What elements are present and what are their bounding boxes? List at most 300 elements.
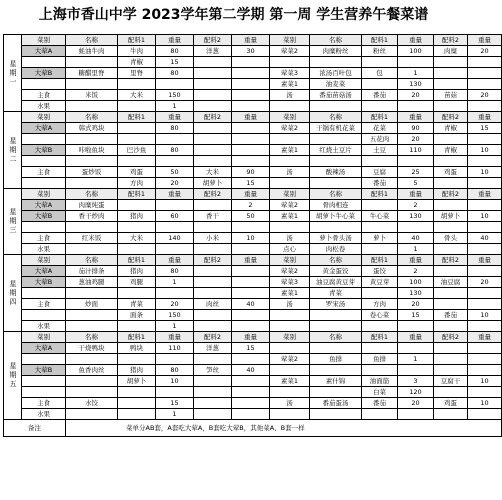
table-cell <box>232 145 270 156</box>
table-cell <box>66 310 118 321</box>
table-cell: 重量 <box>398 112 434 123</box>
table-cell <box>66 57 118 68</box>
table-cell <box>22 354 66 365</box>
table-cell: 10 <box>468 145 502 156</box>
table-cell <box>468 222 502 233</box>
table-cell: 重量 <box>232 255 270 266</box>
table-cell: 重量 <box>398 35 434 46</box>
table-cell <box>118 244 156 255</box>
table-cell: 20 <box>468 277 502 288</box>
table-cell <box>434 299 468 310</box>
table-cell: 茄汁排条 <box>66 266 118 277</box>
table-cell <box>156 156 194 167</box>
table-cell <box>434 200 468 211</box>
table-cell: 配料1 <box>118 332 156 343</box>
table-cell <box>270 343 310 354</box>
table-cell <box>194 156 232 167</box>
table-row <box>4 200 502 211</box>
table-header-row <box>4 35 502 46</box>
table-cell: 配料2 <box>194 112 232 123</box>
table-cell <box>194 376 232 387</box>
table-row <box>4 277 502 288</box>
table-cell: 配料1 <box>362 35 398 46</box>
table-cell <box>468 156 502 167</box>
table-cell: 炒面 <box>66 299 118 310</box>
table-cell <box>66 156 118 167</box>
table-cell: 菜别 <box>22 112 66 123</box>
table-cell: 干锅有机花菜 <box>310 123 362 134</box>
table-cell <box>270 387 310 398</box>
table-cell <box>468 244 502 255</box>
table-cell <box>310 156 362 167</box>
table-cell: 荤菜2 <box>270 123 310 134</box>
table-cell: 包 <box>362 68 398 79</box>
table-cell <box>156 244 194 255</box>
table-cell <box>118 156 156 167</box>
table-cell <box>194 321 232 332</box>
table-cell: 80 <box>156 123 194 134</box>
day-label: 星期一 <box>4 35 22 112</box>
table-cell <box>434 222 468 233</box>
table-cell: 胡萝卜 <box>118 376 156 387</box>
table-cell: 素菜1 <box>270 145 310 156</box>
table-cell: 25 <box>398 167 434 178</box>
table-cell: 豆腐干 <box>434 376 468 387</box>
table-cell: 大荤B <box>22 145 66 156</box>
table-cell: 配料1 <box>362 112 398 123</box>
table-cell: 大荤A <box>22 200 66 211</box>
table-cell: 鸡蛋 <box>434 398 468 409</box>
table-cell: 名称 <box>310 332 362 343</box>
table-cell <box>434 156 468 167</box>
table-cell: 10 <box>468 398 502 409</box>
table-cell <box>434 365 468 376</box>
table-cell: 10 <box>468 310 502 321</box>
table-row <box>4 178 502 189</box>
table-cell <box>310 101 362 112</box>
table-cell: 100 <box>398 277 434 288</box>
table-cell: 40 <box>232 299 270 310</box>
table-cell: 番茄 <box>362 398 398 409</box>
table-cell: 素菜1 <box>270 376 310 387</box>
table-cell <box>232 57 270 68</box>
table-cell: 配料2 <box>194 35 232 46</box>
table-cell: 素菜1 <box>270 288 310 299</box>
table-cell: 番茄 <box>362 90 398 101</box>
table-cell: 胡萝卜牛心菜 <box>310 211 362 222</box>
table-cell <box>468 134 502 145</box>
table-row <box>4 288 502 299</box>
table-cell <box>22 134 66 145</box>
table-cell: 青椒 <box>434 123 468 134</box>
table-cell <box>232 398 270 409</box>
table-cell: 15 <box>468 123 502 134</box>
table-cell: 荤菜2 <box>270 46 310 57</box>
table-cell: 葱油鸡腿 <box>66 277 118 288</box>
table-cell: 15 <box>232 343 270 354</box>
table-cell <box>270 310 310 321</box>
table-cell <box>194 145 232 156</box>
table-cell: 油麦菜 <box>310 79 362 90</box>
table-cell: 骨肉相连 <box>310 200 362 211</box>
table-cell <box>118 79 156 90</box>
table-cell <box>362 343 398 354</box>
table-cell <box>398 409 434 420</box>
table-cell: 名称 <box>66 112 118 123</box>
table-cell <box>156 222 194 233</box>
table-cell: 配料2 <box>194 255 232 266</box>
table-cell: 水果 <box>22 101 66 112</box>
day-label: 星期三 <box>4 189 22 255</box>
table-cell: 红烧土豆片 <box>310 145 362 156</box>
table-cell <box>118 387 156 398</box>
table-cell: 番茄 <box>362 178 398 189</box>
table-cell <box>270 156 310 167</box>
table-row <box>4 211 502 222</box>
table-cell <box>232 134 270 145</box>
note-label: 备注 <box>4 420 66 437</box>
table-cell: 方肉 <box>118 178 156 189</box>
table-cell: 洋葱 <box>194 46 232 57</box>
table-header-row <box>4 255 502 266</box>
table-cell: 重量 <box>398 255 434 266</box>
table-cell: 青椒 <box>434 145 468 156</box>
table-cell <box>232 156 270 167</box>
table-cell: 青菜 <box>310 288 362 299</box>
table-row <box>4 321 502 332</box>
table-cell: 韩式鸡块 <box>66 123 118 134</box>
table-cell <box>232 376 270 387</box>
table-cell: 米饭 <box>66 90 118 101</box>
table-cell: 水果 <box>22 244 66 255</box>
table-cell: 1 <box>156 321 194 332</box>
table-cell: 鱼排 <box>310 354 362 365</box>
table-cell <box>398 365 434 376</box>
table-row <box>4 365 502 376</box>
table-cell: 15 <box>398 310 434 321</box>
table-cell <box>22 288 66 299</box>
table-cell <box>22 57 66 68</box>
table-cell: 大米 <box>194 167 232 178</box>
table-cell <box>194 90 232 101</box>
page-title: 上海市香山中学 2023学年第二学期 第一周 学生营养午餐菜谱 <box>38 7 429 23</box>
table-cell: 110 <box>398 145 434 156</box>
table-cell: 肉丝 <box>194 299 232 310</box>
table-cell: 3 <box>398 376 434 387</box>
table-cell: 浓汤百叶包 <box>310 68 362 79</box>
table-cell: 鱼排 <box>362 354 398 365</box>
table-cell <box>232 310 270 321</box>
table-row <box>4 398 502 409</box>
table-cell <box>434 266 468 277</box>
table-cell: 1 <box>398 354 434 365</box>
table-cell <box>232 244 270 255</box>
table-cell <box>194 101 232 112</box>
table-cell: 肉糜炖蛋 <box>66 200 118 211</box>
table-cell <box>398 222 434 233</box>
table-cell: 主食 <box>22 167 66 178</box>
table-cell: 重量 <box>232 35 270 46</box>
table-cell: 名称 <box>310 35 362 46</box>
table-cell <box>66 376 118 387</box>
table-cell <box>468 409 502 420</box>
table-cell: 10 <box>468 167 502 178</box>
table-cell: 肉糜粉丝 <box>310 46 362 57</box>
table-cell: 主食 <box>22 233 66 244</box>
table-cell: 10 <box>468 376 502 387</box>
table-cell <box>118 288 156 299</box>
table-cell: 里脊 <box>118 68 156 79</box>
table-cell <box>194 134 232 145</box>
table-cell <box>468 178 502 189</box>
table-cell <box>118 354 156 365</box>
table-cell: 鸡蛋 <box>434 167 468 178</box>
table-cell: 鸡蛋 <box>118 167 156 178</box>
table-cell: 荤菜2 <box>270 200 310 211</box>
table-cell: 配料2 <box>434 332 468 343</box>
table-cell <box>468 321 502 332</box>
table-cell: 重量 <box>468 112 502 123</box>
table-cell: 名称 <box>66 255 118 266</box>
table-row <box>4 134 502 145</box>
table-row <box>4 156 502 167</box>
table-cell <box>468 266 502 277</box>
table-cell <box>398 57 434 68</box>
table-cell: 番茄苗菇汤 <box>310 90 362 101</box>
table-cell: 重量 <box>232 112 270 123</box>
table-cell <box>22 156 66 167</box>
table-cell: 蚝油牛肉 <box>66 46 118 57</box>
table-cell: 配料1 <box>118 189 156 200</box>
table-cell <box>270 178 310 189</box>
table-cell: 1 <box>156 277 194 288</box>
table-cell: 大米 <box>118 233 156 244</box>
table-cell <box>66 387 118 398</box>
table-header-row <box>4 189 502 200</box>
table-cell: 荤菜2 <box>270 354 310 365</box>
table-cell: 重量 <box>468 332 502 343</box>
table-cell <box>66 101 118 112</box>
table-cell <box>362 200 398 211</box>
table-cell: 15 <box>156 57 194 68</box>
table-cell <box>362 101 398 112</box>
table-cell: 150 <box>156 310 194 321</box>
table-cell: 配料1 <box>118 255 156 266</box>
table-cell: 油豆腐 <box>434 277 468 288</box>
table-cell: 咔啦鱼块 <box>66 145 118 156</box>
table-cell: 汤 <box>270 398 310 409</box>
table-cell: 80 <box>156 68 194 79</box>
table-cell <box>468 101 502 112</box>
table-cell: 肉松卷 <box>310 244 362 255</box>
table-row <box>4 57 502 68</box>
table-cell <box>362 222 398 233</box>
table-cell: 牛心菜 <box>362 211 398 222</box>
table-cell: 2 <box>398 200 434 211</box>
table-cell: 大荤A <box>22 266 66 277</box>
table-cell <box>270 101 310 112</box>
table-cell <box>194 409 232 420</box>
table-cell: 胡萝卜 <box>434 211 468 222</box>
table-cell <box>468 200 502 211</box>
table-cell <box>156 354 194 365</box>
table-cell <box>232 321 270 332</box>
table-row <box>4 387 502 398</box>
table-cell <box>232 409 270 420</box>
table-cell <box>468 354 502 365</box>
table-cell: 牛肉 <box>118 46 156 57</box>
table-cell: 1 <box>156 101 194 112</box>
table-cell: 菜别 <box>22 332 66 343</box>
table-cell <box>194 200 232 211</box>
day-label: 星期五 <box>4 332 22 420</box>
table-cell <box>156 387 194 398</box>
table-cell: 香干 <box>194 211 232 222</box>
table-cell <box>434 57 468 68</box>
table-cell <box>118 134 156 145</box>
table-cell: 猪肉 <box>118 266 156 277</box>
table-cell: 配料2 <box>434 112 468 123</box>
table-cell <box>434 68 468 79</box>
table-row <box>4 310 502 321</box>
table-cell <box>194 57 232 68</box>
table-cell <box>66 79 118 90</box>
table-cell <box>362 409 398 420</box>
table-cell: 小米 <box>194 233 232 244</box>
table-cell <box>270 409 310 420</box>
table-cell: 菜别 <box>270 332 310 343</box>
day-label: 星期四 <box>4 255 22 332</box>
table-cell: 配料1 <box>362 332 398 343</box>
table-cell: 大荤A <box>22 123 66 134</box>
table-cell: 糖醋里脊 <box>66 68 118 79</box>
table-cell <box>118 200 156 211</box>
table-row <box>4 266 502 277</box>
table-cell: 荤菜3 <box>270 68 310 79</box>
table-cell: 主食 <box>22 299 66 310</box>
table-row <box>4 299 502 310</box>
table-cell <box>194 79 232 90</box>
table-cell <box>232 354 270 365</box>
table-cell: 黄金蛋饺 <box>310 266 362 277</box>
table-cell: 配料2 <box>434 255 468 266</box>
table-cell <box>310 134 362 145</box>
table-cell: 萝卜骨头汤 <box>310 233 362 244</box>
table-cell: 50 <box>232 211 270 222</box>
table-cell: 重量 <box>398 189 434 200</box>
table-cell: 10 <box>156 376 194 387</box>
table-cell <box>310 321 362 332</box>
table-cell <box>194 266 232 277</box>
table-cell: 130 <box>398 288 434 299</box>
table-cell <box>118 398 156 409</box>
table-cell: 配料1 <box>362 255 398 266</box>
table-cell: 青菜 <box>118 299 156 310</box>
table-cell: 10 <box>232 233 270 244</box>
table-cell <box>156 288 194 299</box>
table-cell <box>22 178 66 189</box>
table-row <box>4 233 502 244</box>
table-cell <box>66 244 118 255</box>
table-cell: 大米 <box>118 90 156 101</box>
table-cell <box>270 57 310 68</box>
table-cell: 20 <box>398 398 434 409</box>
table-cell <box>194 387 232 398</box>
table-cell: 青椒 <box>118 57 156 68</box>
table-cell <box>66 409 118 420</box>
table-cell <box>398 156 434 167</box>
table-cell <box>434 343 468 354</box>
table-cell: 2 <box>398 266 434 277</box>
table-cell: 大荤B <box>22 277 66 288</box>
table-cell <box>156 79 194 90</box>
table-cell: 番茄蛋汤 <box>310 398 362 409</box>
table-cell: 80 <box>156 365 194 376</box>
note-row <box>4 420 502 437</box>
table-cell: 50 <box>156 167 194 178</box>
table-cell <box>434 134 468 145</box>
table-cell <box>156 134 194 145</box>
table-cell: 菜别 <box>22 189 66 200</box>
table-cell: 15 <box>232 178 270 189</box>
table-cell: 配料1 <box>118 35 156 46</box>
table-cell <box>194 277 232 288</box>
table-cell: 重量 <box>468 189 502 200</box>
table-cell <box>194 398 232 409</box>
table-cell: 20 <box>468 90 502 101</box>
table-cell <box>310 409 362 420</box>
table-cell <box>310 310 362 321</box>
table-cell: 重量 <box>156 332 194 343</box>
table-row <box>4 244 502 255</box>
table-row <box>4 376 502 387</box>
table-cell <box>194 288 232 299</box>
table-cell: 配料2 <box>194 332 232 343</box>
table-row <box>4 101 502 112</box>
table-cell <box>468 299 502 310</box>
table-cell: 骨头 <box>434 233 468 244</box>
table-cell: 苗菇 <box>434 90 468 101</box>
table-cell: 水果 <box>22 409 66 420</box>
table-cell <box>22 310 66 321</box>
table-cell <box>118 123 156 134</box>
table-cell <box>232 222 270 233</box>
table-cell <box>270 365 310 376</box>
table-cell: 名称 <box>310 189 362 200</box>
table-cell: 胡萝卜 <box>194 178 232 189</box>
table-cell: 五花肉 <box>362 134 398 145</box>
table-cell: 配料2 <box>434 35 468 46</box>
table-cell <box>22 376 66 387</box>
table-cell: 蛋炒饭 <box>66 167 118 178</box>
table-cell: 20 <box>398 134 434 145</box>
table-cell: 1 <box>398 68 434 79</box>
table-cell <box>66 134 118 145</box>
table-cell: 卷心菜 <box>362 310 398 321</box>
table-cell <box>310 343 362 354</box>
table-cell: 配料1 <box>362 189 398 200</box>
table-cell <box>398 343 434 354</box>
table-cell: 菜别 <box>270 35 310 46</box>
table-cell <box>468 79 502 90</box>
table-cell: 素什锦 <box>310 376 362 387</box>
table-cell <box>310 178 362 189</box>
table-cell: 素菜1 <box>270 79 310 90</box>
table-cell: 名称 <box>66 332 118 343</box>
note-text: 菜单分AB套，A套吃大荤A，B套吃大荤B，其他菜A、B套一样 <box>66 420 502 437</box>
table-cell <box>156 200 194 211</box>
table-cell: 重量 <box>232 189 270 200</box>
